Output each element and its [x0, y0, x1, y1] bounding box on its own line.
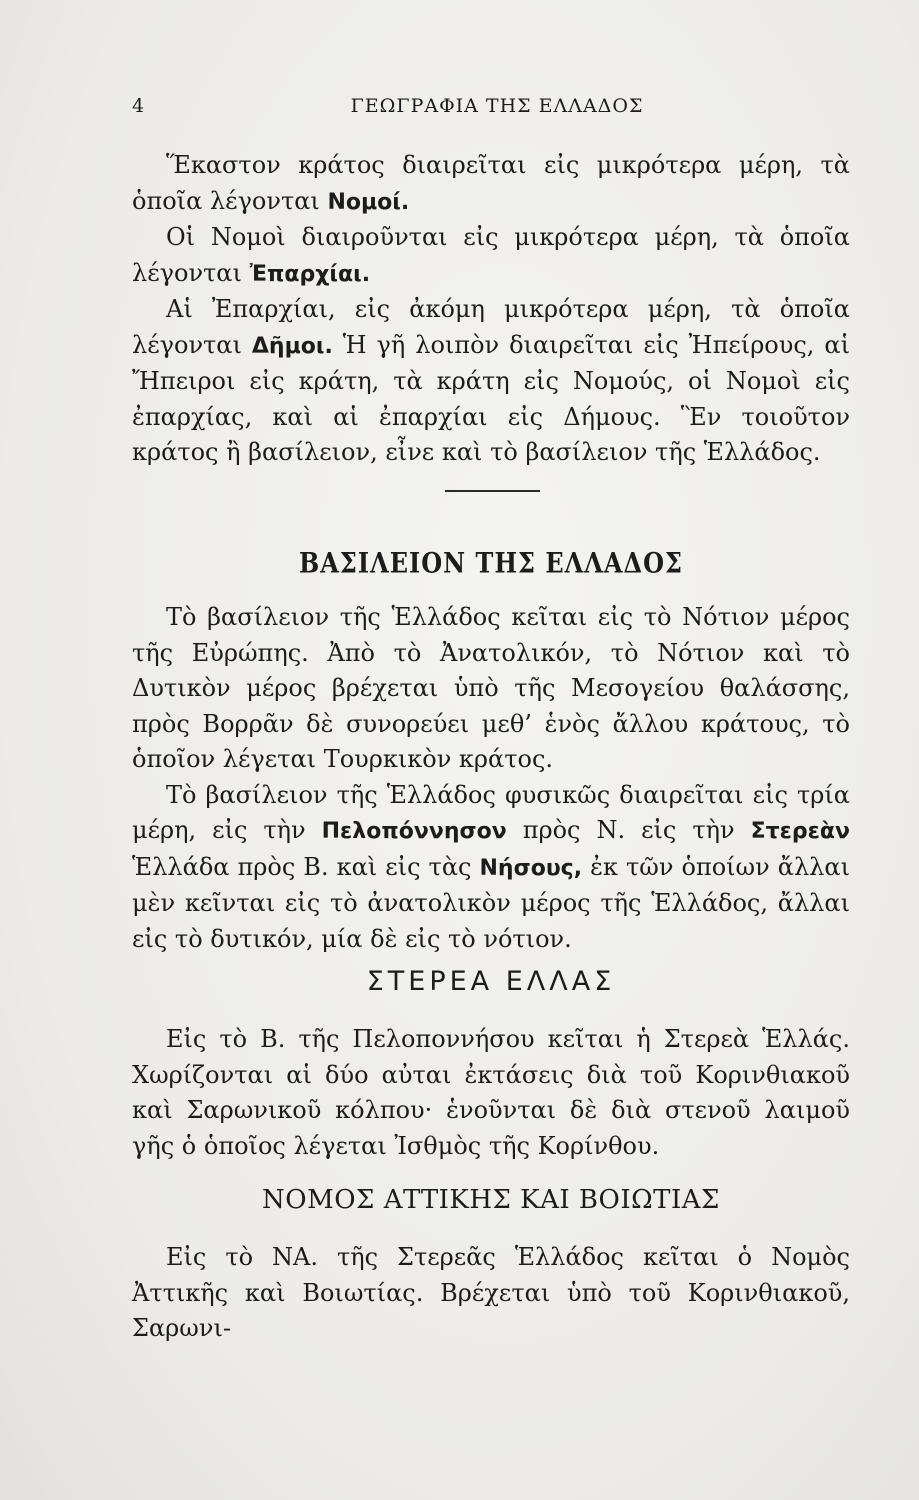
running-head: ΓΕΩΓΡΑΦΙΑ ΤΗΣ ΕΛΛΑΔΟΣ — [350, 95, 644, 117]
section-title-kingdom: ΒΑΣΙΛΕΙΟΝ ΤΗΣ ΕΛΛΑΔΟΣ — [299, 545, 683, 580]
text-run: πρὸς Ν. εἰς τὴν — [506, 816, 751, 844]
text-run: Τὸ βασίλειον τῆς Ἑλλάδος κεῖται εἰς τὸ Νότιον μέρος τῆς Εὐρώπης. Ἀπὸ τὸ Ἀνατολικόν, τὸ Νότιον καὶ τὸ Δυτικὸν μέρος βρέχεται ὑπὸ τῆς Μεσογείου θαλάσσης, πρὸς Βορρᾶν δὲ συνορεύει μεθ’ ἑνὸς ἄλλου κράτους, τὸ ὁποῖον λέγεται Τουρκικὸν κράτος. — [132, 603, 850, 773]
bold-term: Πελοπόννησον — [321, 819, 507, 844]
bold-term: Νομοί. — [327, 189, 410, 215]
paragraph — [132, 220, 850, 292]
intro-text — [132, 148, 850, 471]
section-divider — [445, 490, 540, 492]
paragraph — [132, 1240, 850, 1347]
text-run: Αἱ Ἐπαρχίαι, εἰς ἀκόμη μικρότερα μέρη, τὰ ὁποῖα λέγονται — [132, 295, 850, 359]
bold-term: Δῆμοι. — [251, 333, 333, 359]
section-sterea-text — [132, 1022, 850, 1164]
bold-term: Ἐπαρχίαι. — [249, 261, 371, 287]
paragraph — [132, 292, 850, 471]
bold-term: Νήσους, — [479, 855, 583, 881]
text-run: Εἰς τὸ ΝΑ. τῆς Στερεᾶς Ἑλλάδος κεῖται ὁ Νομὸς Ἀττικῆς καὶ Βοιωτίας. Βρέχεται ὑπὸ τοῦ Κορινθιακοῦ, Σαρωνι- — [132, 1243, 850, 1342]
paragraph — [132, 600, 850, 778]
section-title-sterea: ΣΤΕΡΕΑ ΕΛΛΑΣ — [366, 966, 616, 997]
text-run: Εἰς τὸ Β. τῆς Πελοποννήσου κεῖται ἡ Στερεὰ Ἑλλάς. Χωρίζονται αἱ δύο αὐται ἐκτάσεις διὰ τοῦ Κορινθιακοῦ καὶ Σαρωνικοῦ κόλπου· ἑνοῦνται δὲ διὰ στενοῦ λαιμοῦ γῆς ὁ ὁποῖος λέγεται Ἰσθμὸς τῆς Κορίνθου. — [132, 1025, 850, 1160]
paragraph — [132, 1022, 850, 1164]
paragraph — [132, 148, 850, 220]
text-run: Οἱ Νομοὶ διαιροῦνται εἰς μικρότερα μέρη, τὰ ὁποῖα λέγονται — [132, 223, 850, 287]
paragraph — [132, 778, 850, 958]
bold-term: Στερεὰν — [750, 819, 850, 844]
text-run: Ἕκαστον κράτος διαιρεῖται εἰς μικρότερα μέρη, τὰ ὁποῖα λέγονται — [132, 151, 850, 215]
text-run: Ἑλλάδα πρὸς Β. καὶ εἰς τὰς — [132, 852, 480, 881]
page-header — [132, 95, 862, 135]
page-number: 4 — [132, 95, 146, 117]
section-kingdom-text — [132, 600, 850, 957]
section-attica-text — [132, 1240, 850, 1347]
text-run: Ἡ γῆ λοιπὸν διαιρεῖται εἰς Ἠπείρους, αἱ Ἤπειροι εἰς κράτη, τὰ κράτη εἰς Νομούς, οἱ Νομοὶ εἰς ἐπαρχίας, καὶ αἱ ἐπαρχίαι εἰς Δήμους. Ἓν τοιοῦτον κράτος ἢ βασίλειον, εἶνε καὶ τὸ βασίλειον τῆς Ἑλλάδος. — [132, 330, 850, 466]
section-title-attica: ΝΟΜΟΣ ΑΤΤΙΚΗΣ ΚΑΙ ΒΟΙΩΤΙΑΣ — [262, 1185, 720, 1215]
text-run: Τὸ βασίλειον τῆς Ἑλλάδος φυσικῶς διαιρεῖται εἰς τρία μέρη, εἰς τὴν — [132, 780, 850, 844]
text-run: ἐκ τῶν ὁποίων ἄλλαι μὲν κεῖνται εἰς τὸ ἀνατολικὸν μέρος τῆς Ἑλλάδος, ἄλλαι εἰς τὸ δυτικόν, μία δὲ εἰς τὸ νότιον. — [132, 852, 850, 953]
